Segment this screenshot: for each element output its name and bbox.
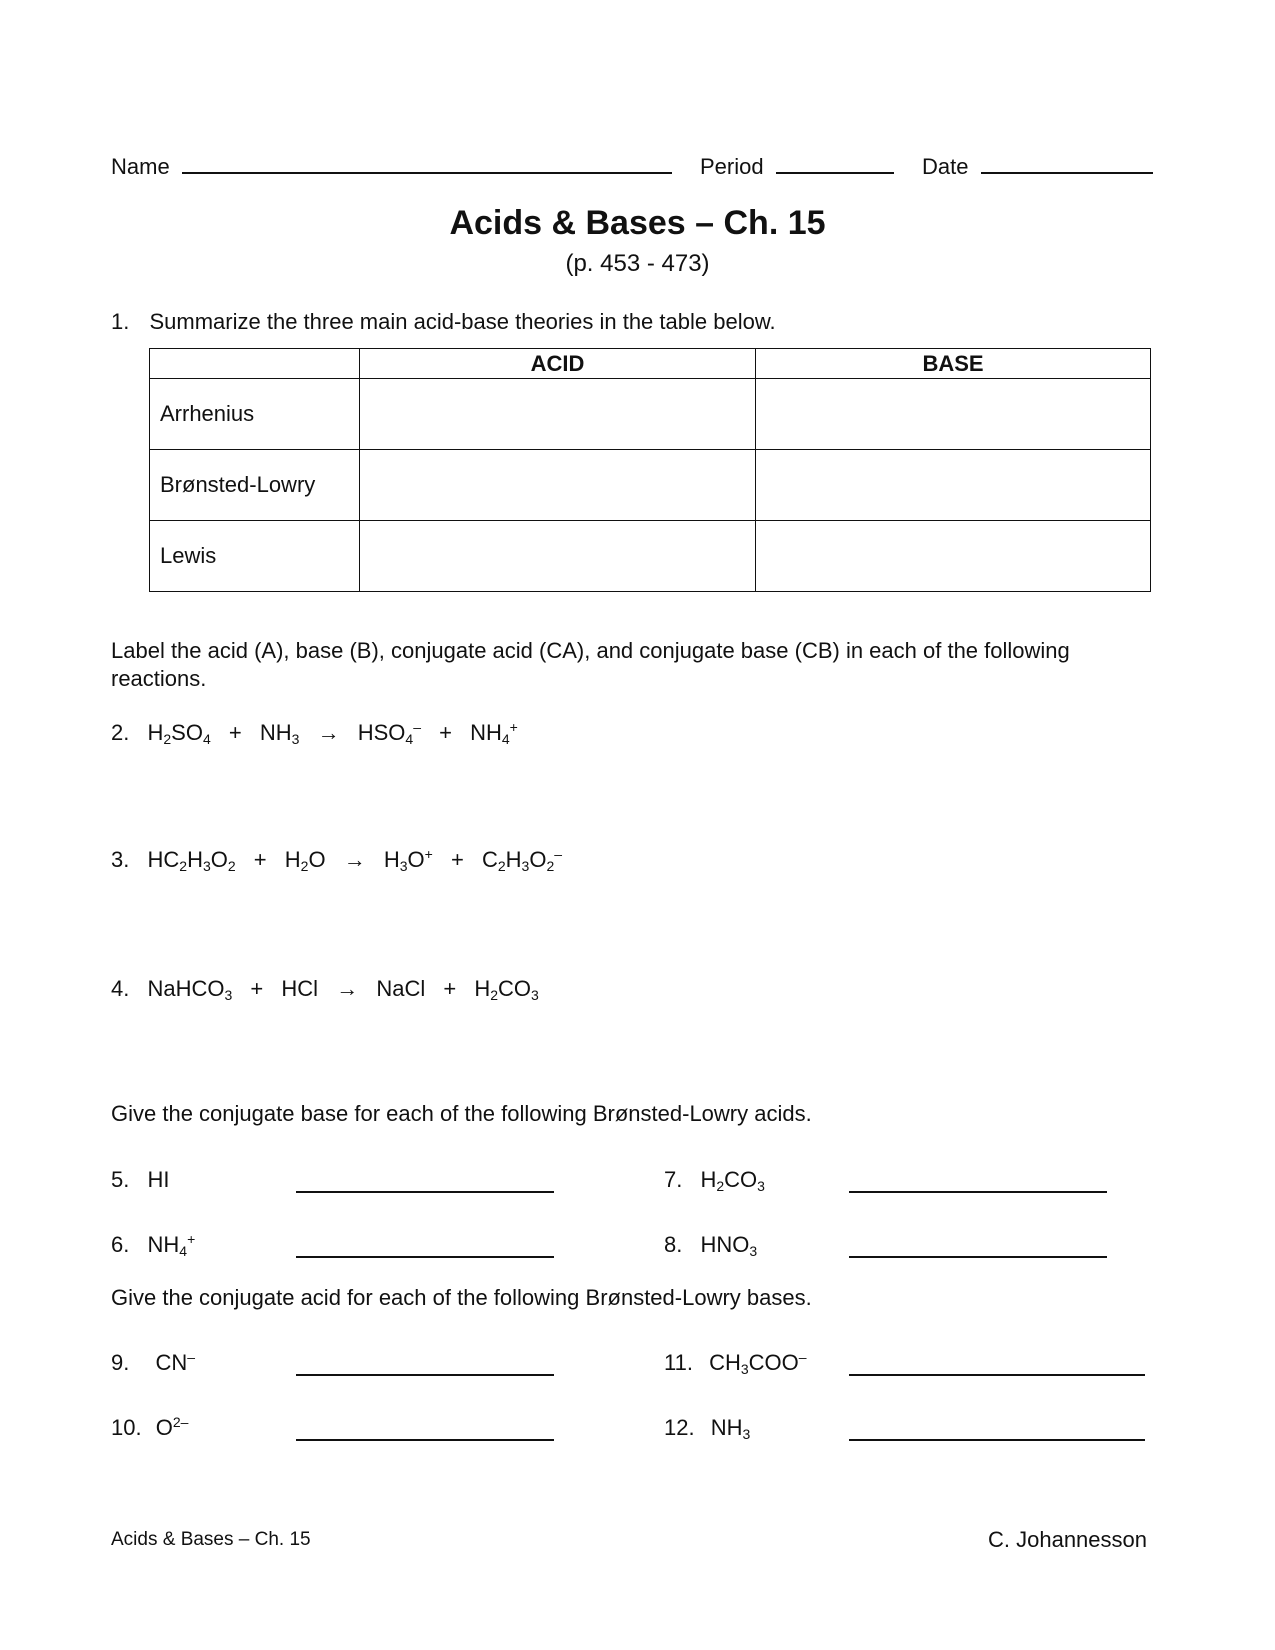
cell-arrhenius-base[interactable] (756, 379, 1151, 450)
answer-blank-9[interactable] (296, 1374, 554, 1376)
q7-number: 7. (664, 1167, 683, 1192)
formula: NaHCO$_3$ (147, 976, 233, 1003)
table-header-empty (150, 349, 360, 379)
q12-number: 12. (664, 1415, 695, 1440)
cell-bronsted-base[interactable] (756, 450, 1151, 521)
row-label-arrhenius: Arrhenius (150, 379, 360, 450)
formula: $NH_3$ (259, 720, 300, 747)
table-row (150, 450, 1151, 521)
question-10 (111, 1415, 188, 1441)
q5-formula: HI (147, 1167, 170, 1192)
date-field-row (922, 150, 1153, 180)
formula: $CH_3COO^-$ (709, 1349, 807, 1377)
table-row (150, 379, 1151, 450)
formula: $HSO_4^-$ (357, 719, 421, 747)
table-header-acid: ACID (360, 349, 756, 379)
cell-bronsted-acid[interactable] (360, 450, 756, 521)
q8-number: 8. (664, 1232, 683, 1257)
question-6 (111, 1232, 195, 1258)
question-7 (664, 1167, 765, 1193)
date-blank[interactable] (981, 150, 1153, 174)
q5-number: 5. (111, 1167, 130, 1192)
formula: $C_2H_3O_2^-$ (481, 846, 563, 874)
formula: $H_2CO_3$ (700, 1167, 765, 1194)
period-field-row (700, 150, 894, 180)
answer-blank-12[interactable] (849, 1439, 1145, 1441)
formula: $NH_4^+$ (470, 719, 518, 747)
plus-sign: + (228, 720, 242, 745)
theory-table (149, 348, 1151, 592)
plus-sign: + (253, 847, 267, 872)
period-blank[interactable] (776, 150, 894, 174)
formula: $NH_4^+$ (147, 1231, 196, 1259)
q3-number: 3. (111, 847, 130, 872)
q9-number: 9. (111, 1350, 130, 1375)
date-label: Date (922, 154, 969, 179)
footer-right: C. Johannesson (988, 1527, 1147, 1552)
table-row (150, 521, 1151, 592)
question-1 (111, 309, 776, 335)
footer-left: Acids & Bases – Ch. 15 (111, 1529, 311, 1550)
q2-number: 2. (111, 720, 130, 745)
q6-number: 6. (111, 1232, 130, 1257)
conj-acid-instructions: Give the conjugate acid for each of the following Brønsted-Lowry bases. (111, 1285, 812, 1310)
arrow-icon: → (317, 720, 340, 745)
arrow-icon: → (336, 976, 359, 1001)
q11-number: 11. (664, 1350, 693, 1375)
arrow-icon: → (343, 847, 366, 872)
label-instructions: Label the acid (A), base (B), conjugate acid (CA), and conjugate base (CB) in each of the following reactions. (111, 638, 1070, 691)
cell-lewis-acid[interactable] (360, 521, 756, 592)
formula: $H_2SO_4$ (147, 720, 211, 747)
answer-blank-11[interactable] (849, 1374, 1145, 1376)
plus-sign: + (443, 976, 457, 1001)
formula: $HC_2H_3O_2$ (147, 847, 236, 874)
answer-blank-7[interactable] (849, 1191, 1107, 1193)
question-5 (111, 1167, 169, 1193)
page-title: Acids & Bases – Ch. 15 (449, 204, 826, 242)
q1-number: 1. (111, 309, 130, 334)
reaction-4 (111, 976, 539, 1002)
name-field-row (111, 150, 672, 180)
question-11 (664, 1350, 807, 1376)
reaction-2 (111, 720, 518, 746)
answer-blank-5[interactable] (296, 1191, 554, 1193)
conj-base-instructions: Give the conjugate base for each of the following Brønsted-Lowry acids. (111, 1101, 812, 1126)
formula: NaCl (376, 976, 426, 1001)
formula: $NH_3$ (710, 1415, 751, 1442)
page-subtitle: (p. 453 - 473) (565, 250, 710, 277)
answer-blank-10[interactable] (296, 1439, 554, 1441)
answer-blank-6[interactable] (296, 1256, 554, 1258)
question-9 (111, 1350, 195, 1376)
formula: $O^{2-}$ (155, 1414, 189, 1440)
cell-arrhenius-acid[interactable] (360, 379, 756, 450)
name-blank[interactable] (182, 150, 672, 174)
formula: CN– (155, 1349, 196, 1375)
formula: $HNO_3$ (700, 1232, 758, 1259)
formula: HCl (281, 976, 319, 1001)
table-header-base: BASE (756, 349, 1151, 379)
answer-blank-8[interactable] (849, 1256, 1107, 1258)
row-label-lewis: Lewis (150, 521, 360, 592)
plus-sign: + (250, 976, 264, 1001)
cell-lewis-base[interactable] (756, 521, 1151, 592)
formula: $H_2CO_3$ (474, 976, 539, 1003)
formula: $H_3O^+$ (383, 846, 433, 874)
table-header-row (150, 349, 1151, 379)
name-label: Name (111, 154, 170, 179)
q4-number: 4. (111, 976, 130, 1001)
q1-text: Summarize the three main acid-base theories in the table below. (149, 309, 776, 334)
formula: $H_2O$ (284, 847, 326, 874)
plus-sign: + (439, 720, 452, 745)
question-12 (664, 1415, 750, 1441)
reaction-3 (111, 847, 562, 873)
period-label: Period (700, 154, 764, 179)
row-label-bronsted-lowry: Brønsted-Lowry (150, 450, 360, 521)
question-8 (664, 1232, 757, 1258)
plus-sign: + (450, 847, 464, 872)
q10-number: 10. (111, 1415, 142, 1440)
